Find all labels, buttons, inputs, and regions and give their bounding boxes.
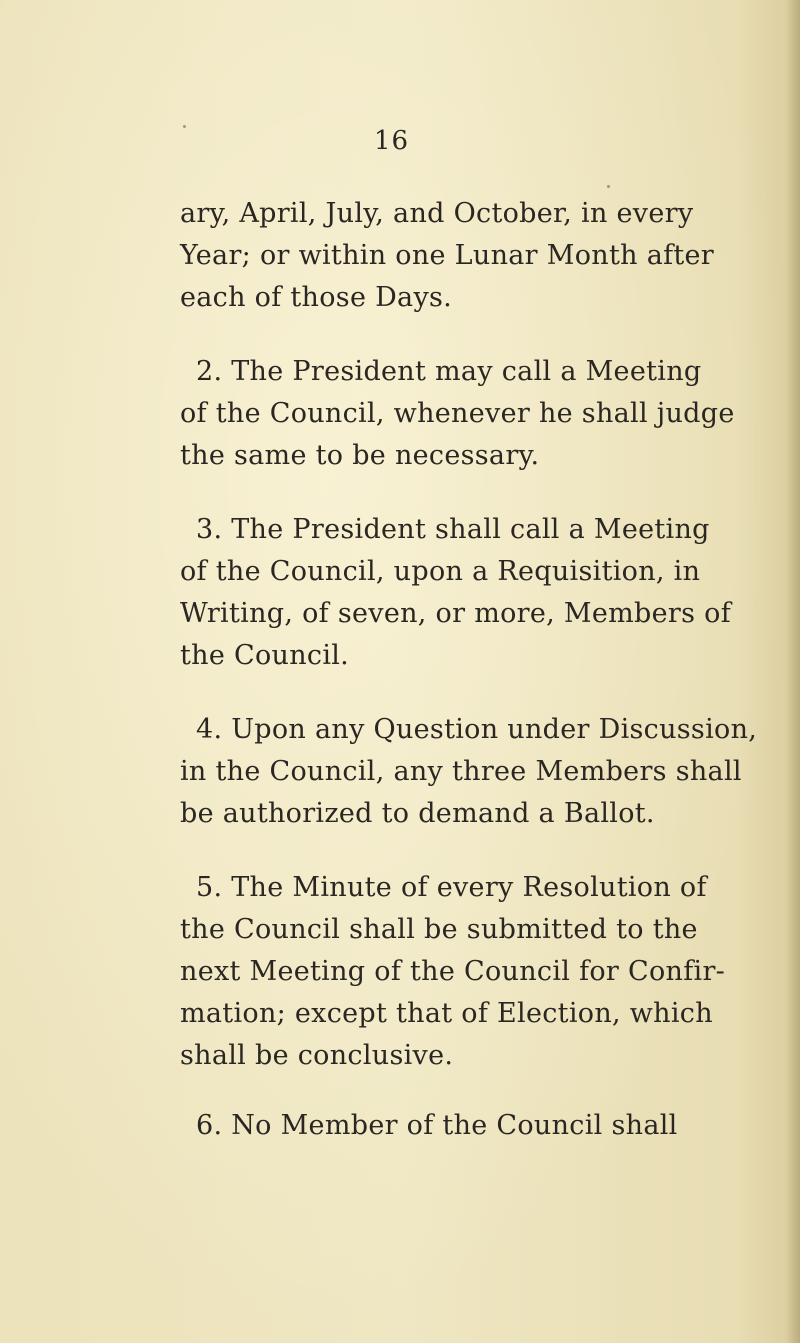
text-line: the Council. bbox=[180, 640, 350, 671]
text-line: in the Council, any three Members shall bbox=[180, 756, 742, 787]
text-line: 3. The President shall call a Meeting bbox=[196, 514, 710, 545]
text-line: shall be conclusive. bbox=[180, 1040, 454, 1071]
text-line: the same to be necessary. bbox=[180, 440, 540, 471]
ink-speck bbox=[607, 185, 610, 188]
text-line: each of those Days. bbox=[180, 282, 453, 313]
text-line: of the Council, whenever he shall judge bbox=[180, 398, 735, 429]
text-line: be authorized to demand a Ballot. bbox=[180, 798, 655, 829]
page-edge-shadow bbox=[786, 0, 800, 1343]
page-number: 16 bbox=[374, 126, 410, 156]
text-line: of the Council, upon a Requisition, in bbox=[180, 556, 701, 587]
text-line: 6. No Member of the Council shall bbox=[196, 1110, 678, 1141]
text-line: next Meeting of the Council for Confir- bbox=[180, 956, 726, 987]
ink-speck bbox=[183, 125, 186, 128]
text-line: mation; except that of Election, which bbox=[180, 998, 713, 1029]
text-line: Writing, of seven, or more, Members of bbox=[180, 598, 731, 629]
text-line: the Council shall be submitted to the bbox=[180, 914, 698, 945]
text-line: 2. The President may call a Meeting bbox=[196, 356, 702, 387]
text-line: Year; or within one Lunar Month after bbox=[180, 240, 715, 271]
text-line: 4. Upon any Question under Discussion, bbox=[196, 714, 758, 745]
text-line: ary, April, July, and October, in every bbox=[180, 198, 694, 229]
text-line: 5. The Minute of every Resolution of bbox=[196, 872, 707, 903]
